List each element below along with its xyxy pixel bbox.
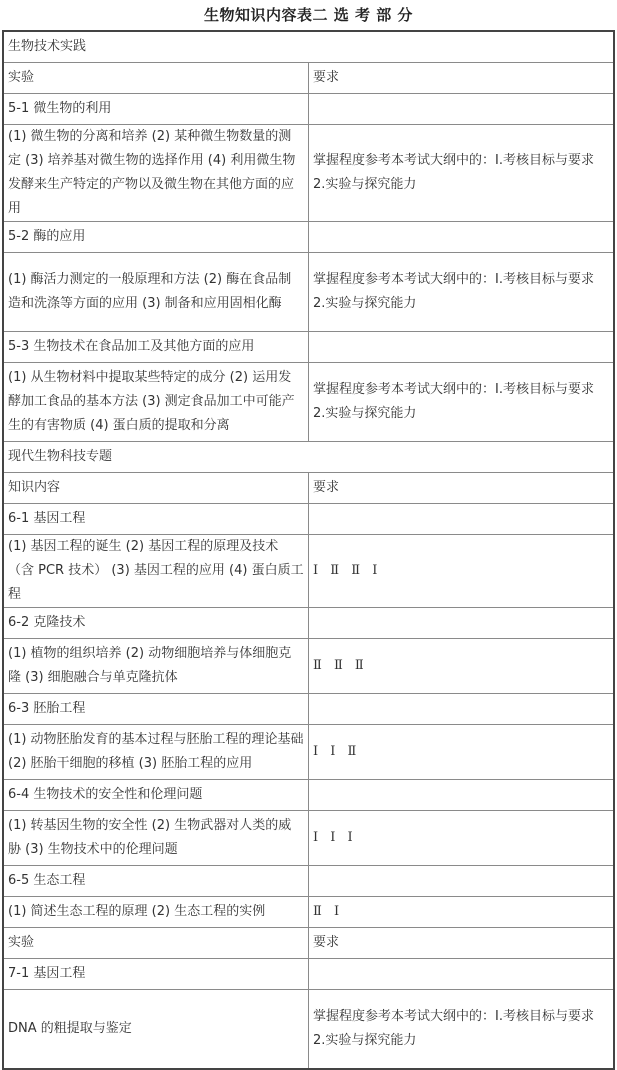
topic-row [3, 504, 614, 535]
section-heading-row [3, 31, 614, 63]
detail-requirement: Ⅰ Ⅰ Ⅰ [309, 811, 615, 866]
topic-text: 6-5 生态工程 [3, 866, 309, 897]
column-header-knowledge: 知识内容 [3, 473, 309, 504]
detail-text: (1) 从生物材料中提取某些特定的成分 (2) 运用发酵加工食品的基本方法 (3) 测定食品加工中可能产生的有害物质 (4) 蛋白质的提取和分离 [3, 363, 309, 442]
column-header-experiment: 实验 [3, 63, 309, 94]
detail-requirement: 掌握程度参考本考试大纲中的：Ⅰ.考核目标与要求 2.实验与探究能力 [309, 990, 615, 1070]
detail-requirement: Ⅰ Ⅰ Ⅱ [309, 725, 615, 780]
detail-requirement: 掌握程度参考本考试大纲中的：Ⅰ.考核目标与要求 2.实验与探究能力 [309, 125, 615, 222]
topic-row [3, 332, 614, 363]
detail-text: (1) 转基因生物的安全性 (2) 生物武器对人类的威胁 (3) 生物技术中的伦理问题 [3, 811, 309, 866]
topic-text: 5-2 酶的应用 [3, 222, 309, 253]
topic-requirement [309, 608, 615, 639]
topic-requirement [309, 866, 615, 897]
topic-requirement [309, 222, 615, 253]
detail-text: (1) 动物胚胎发育的基本过程与胚胎工程的理论基础 (2) 胚胎干细胞的移植 (3) 胚胎工程的应用 [3, 725, 309, 780]
column-header-row [3, 63, 614, 94]
topic-row [3, 959, 614, 990]
topic-text: 6-2 克隆技术 [3, 608, 309, 639]
syllabus-table [2, 30, 615, 1070]
detail-row [3, 725, 614, 780]
topic-requirement [309, 959, 615, 990]
topic-text: 5-3 生物技术在食品加工及其他方面的应用 [3, 332, 309, 363]
topic-requirement [309, 780, 615, 811]
topic-text: 6-3 胚胎工程 [3, 694, 309, 725]
detail-row [3, 990, 614, 1070]
column-header-requirement: 要求 [309, 928, 615, 959]
detail-text: (1) 简述生态工程的原理 (2) 生态工程的实例 [3, 897, 309, 928]
detail-row [3, 639, 614, 694]
detail-requirement: 掌握程度参考本考试大纲中的：Ⅰ.考核目标与要求 2.实验与探究能力 [309, 253, 615, 332]
detail-requirement: 掌握程度参考本考试大纲中的：Ⅰ.考核目标与要求 2.实验与探究能力 [309, 363, 615, 442]
detail-row [3, 125, 614, 222]
section-heading: 生物技术实践 [3, 31, 614, 63]
page-title: 生物知识内容表二 选 考 部 分 [204, 6, 413, 24]
topic-requirement [309, 694, 615, 725]
column-header-requirement: 要求 [309, 473, 615, 504]
topic-text: 5-1 微生物的利用 [3, 94, 309, 125]
detail-row [3, 363, 614, 442]
detail-row [3, 253, 614, 332]
topic-requirement [309, 332, 615, 363]
detail-requirement: Ⅱ Ⅰ [309, 897, 615, 928]
detail-text: DNA 的粗提取与鉴定 [3, 990, 309, 1070]
topic-text: 6-4 生物技术的安全性和伦理问题 [3, 780, 309, 811]
detail-text: (1) 微生物的分离和培养 (2) 某种微生物数量的测定 (3) 培养基对微生物的选择作用 (4) 利用微生物发酵来生产特定的产物以及微生物在其他方面的应用 [3, 125, 309, 222]
topic-requirement [309, 94, 615, 125]
section-heading: 现代生物科技专题 [3, 442, 614, 473]
detail-text: (1) 植物的组织培养 (2) 动物细胞培养与体细胞克隆 (3) 细胞融合与单克隆抗体 [3, 639, 309, 694]
column-header-experiment: 实验 [3, 928, 309, 959]
detail-row [3, 811, 614, 866]
topic-row [3, 608, 614, 639]
topic-row [3, 94, 614, 125]
topic-text: 6-1 基因工程 [3, 504, 309, 535]
detail-text: (1) 酶活力测定的一般原理和方法 (2) 酶在食品制造和洗涤等方面的应用 (3) 制备和应用固相化酶 [3, 253, 309, 332]
topic-row [3, 222, 614, 253]
section-heading-row [3, 442, 614, 473]
detail-requirement: Ⅰ Ⅱ Ⅱ Ⅰ [309, 535, 615, 608]
detail-row [3, 535, 614, 608]
column-header-requirement: 要求 [309, 63, 615, 94]
topic-row [3, 866, 614, 897]
detail-requirement: Ⅱ Ⅱ Ⅱ [309, 639, 615, 694]
topic-row [3, 780, 614, 811]
detail-text: (1) 基因工程的诞生 (2) 基因工程的原理及技术（含 PCR 技术） (3) 基因工程的应用 (4) 蛋白质工程 [3, 535, 309, 608]
detail-row [3, 897, 614, 928]
topic-row [3, 694, 614, 725]
column-header-row [3, 473, 614, 504]
topic-text: 7-1 基因工程 [3, 959, 309, 990]
column-header-row [3, 928, 614, 959]
topic-requirement [309, 504, 615, 535]
